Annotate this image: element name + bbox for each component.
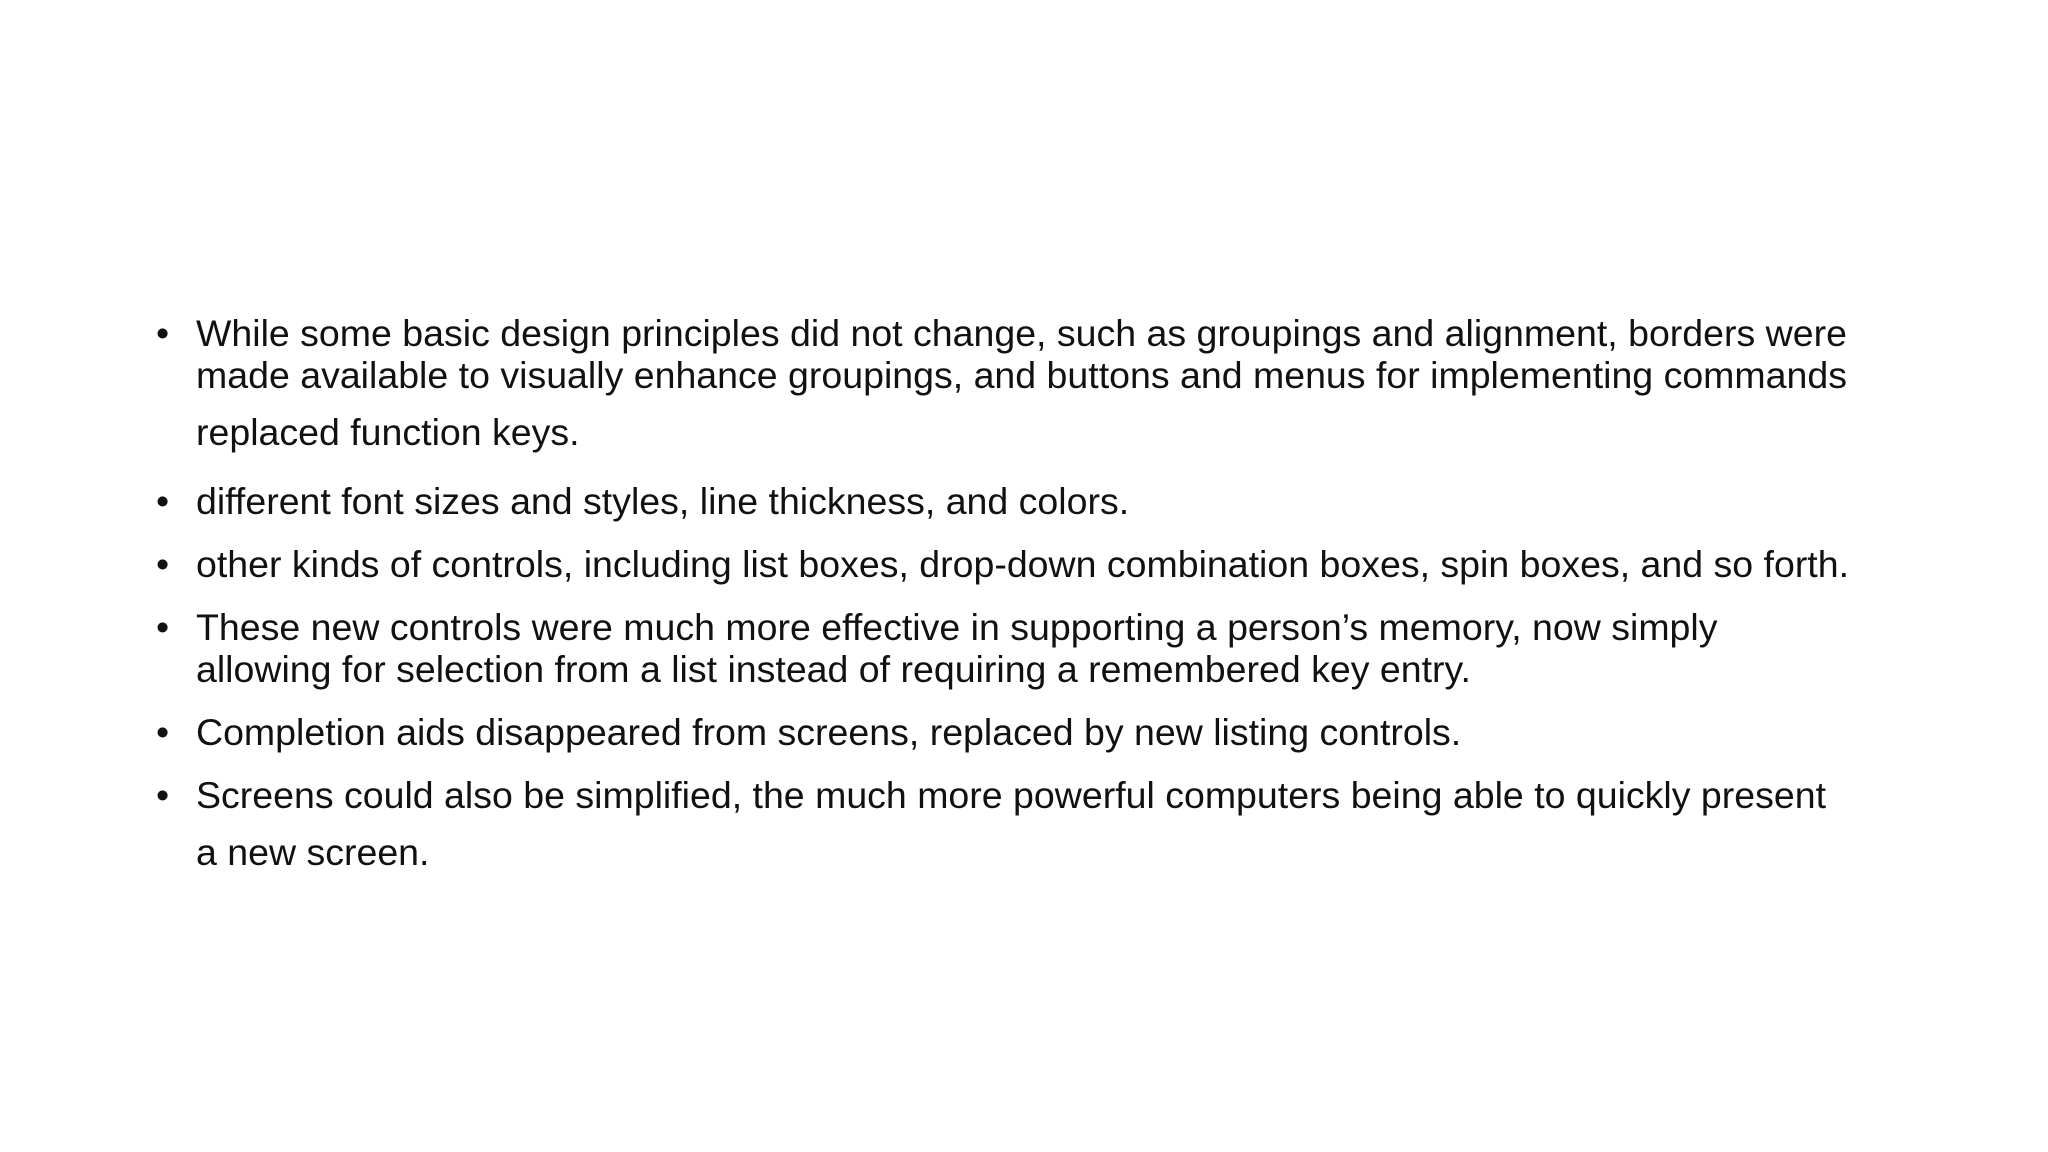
- bullet-icon: •: [156, 606, 170, 648]
- bullet-item: [150, 774, 1910, 873]
- bullet-icon: •: [156, 312, 170, 354]
- bullet-icon: •: [156, 480, 170, 522]
- bullet-item: [150, 543, 1910, 585]
- bullet-text-line: Screens could also be simplified, the much more powerful computers being able to quickly present: [196, 774, 1827, 816]
- bullet-item: [150, 606, 1910, 690]
- bullet-text-line: a new screen.: [196, 831, 430, 873]
- bullet-icon: •: [156, 774, 170, 816]
- bullet-text-line: Completion aids disappeared from screens, replaced by new listing controls.: [196, 711, 1462, 753]
- bullet-list: [150, 312, 1910, 873]
- bullet-item: [150, 312, 1910, 453]
- bullet-text-line: made available to visually enhance groupings, and buttons and menus for implementing commands: [196, 354, 1847, 396]
- bullet-text-line: different font sizes and styles, line thickness, and colors.: [196, 480, 1130, 522]
- bullet-icon: •: [156, 711, 170, 753]
- bullet-item: [150, 480, 1910, 522]
- bullet-text-line: other kinds of controls, including list boxes, drop-down combination boxes, spin boxes, and so forth.: [196, 543, 1850, 585]
- bullet-item: [150, 711, 1910, 753]
- bullet-icon: •: [156, 543, 170, 585]
- bullet-text-line: replaced function keys.: [196, 411, 580, 453]
- bullet-text-line: While some basic design principles did not change, such as groupings and alignment, borders were: [196, 312, 1847, 354]
- bullet-text-line: These new controls were much more effective in supporting a person’s memory, now simply: [196, 606, 1718, 648]
- bullet-text-line: allowing for selection from a list instead of requiring a remembered key entry.: [196, 648, 1471, 690]
